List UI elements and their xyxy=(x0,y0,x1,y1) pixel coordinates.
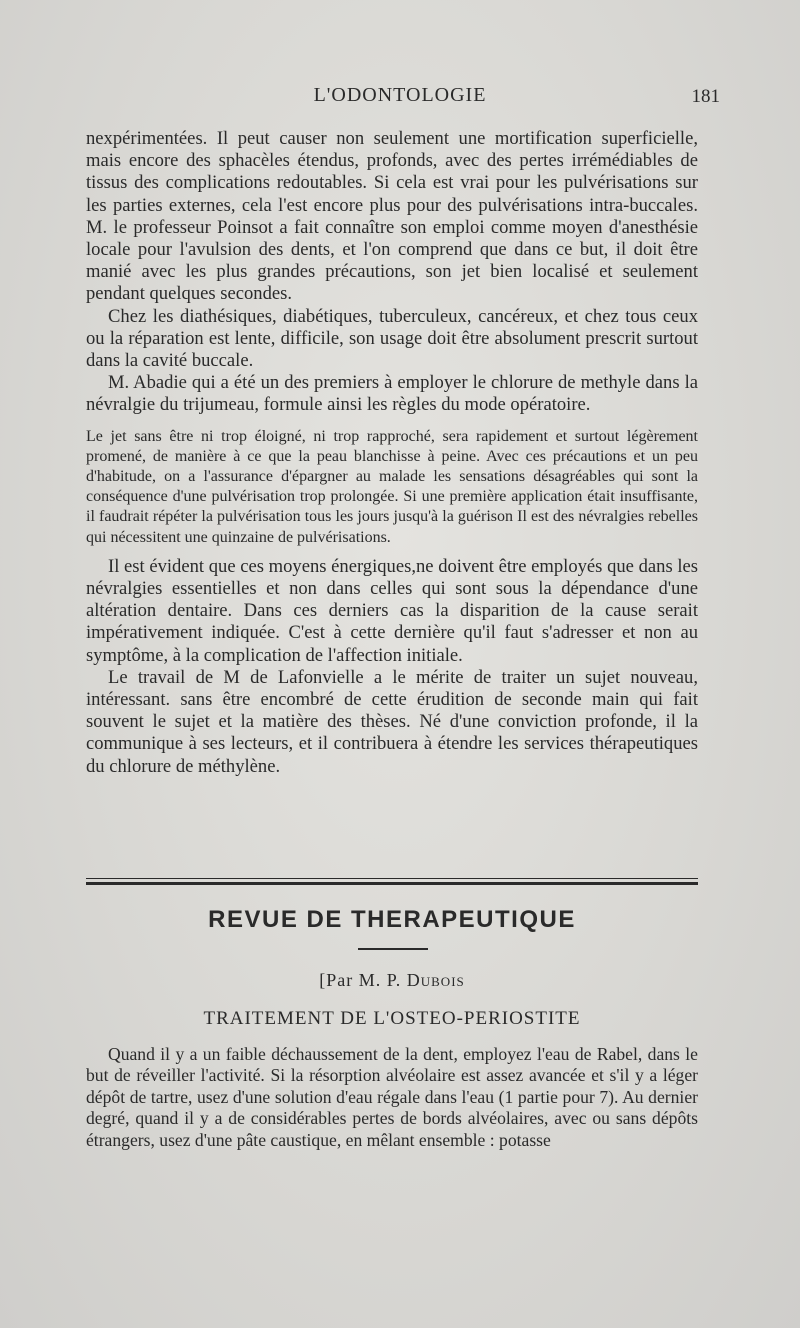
byline-author: Dubois xyxy=(406,970,465,990)
page-header xyxy=(80,84,720,114)
paragraph: Quand il y a un faible déchaussement de la dent, employez l'eau de Rabel, dans le but de réveiller l'activité. Si la résorption alvéolaire est assez avancée et s'il y a léger dépôt de tartre, usez d'une solution d'eau régale dans l'eau (1 partie pour 7). Au dernier degré, quand il y a de considérables pertes de bords alvéolaires, avec ou sans dépôts étrangers, usez d'une pâte caustique, en mêlant ensemble : potasse xyxy=(86,1044,698,1150)
divider-thin-line xyxy=(86,878,698,879)
section-title: REVUE DE THERAPEUTIQUE xyxy=(208,906,576,933)
paragraph: Le travail de M de Lafonvielle a le mérite de traiter un sujet nouveau, intéressant. sans être encombré de cette érudition de seconde main qui fait souvent le sujet et la matière des thèses. Né d'une conviction profonde, il la communique à ses lecteurs, et il contribuera à étendre les services thérapeutiques du chlorure de méthylène. xyxy=(86,666,698,777)
article-body xyxy=(86,128,698,778)
paragraph: Il est évident que ces moyens énergiques,ne doivent être employés que dans les névralgies essentielles et non dans celles qui sont sous la dépendance d'une altération dentaire. Dans ces derniers cas la disparition de la cause serait impérativement indiquée. C'est à cette dernière qu'il faut s'adresser et non au symptôme, à la complication de l'affection initiale. xyxy=(86,555,698,666)
article-subtitle: TRAITEMENT DE L'OSTEO-PERIOSTITE xyxy=(203,1008,581,1029)
paragraph: nexpérimentées. Il peut causer non seulement une mortification superficielle, mais encore des sphacèles étendus, profonds, avec des pertes irrémédiables de tissus des complications redoutables. Si cela est vrai pour les pulvérisations sur les parties externes, cela l'est encore plus pour des pulvérisations intra-buccales. M. le professeur Poinsot a fait connaître son emploi comme moyen d'anesthésie locale pour l'avulsion des dents, et l'on comprend que dans ce but, il doit être manié avec les plus grandes précautions, son jet bien localisé et seulement pendant quelques secondes. xyxy=(86,128,698,305)
section-divider xyxy=(86,878,698,885)
byline xyxy=(86,970,698,991)
page-number: 181 xyxy=(691,86,720,107)
quoted-paragraph: Le jet sans être ni trop éloigné, ni trop rapproché, sera rapidement et surtout légèrement promené, de manière à ce que la peau blanchisse à peine. Avec ces précautions et un peu d'habitude, on a l'assurance d'épargner au malade les sensations désagréables qui sont la conséquence d'une pulvérisation trop prolongée. Si une première application était insuffisante, il faudrait répéter la pulvérisation tous les jours jusqu'à la guérison Il est des névralgies rebelles qui nécessitent une quinzaine de pulvérisations. xyxy=(86,427,698,546)
title-underline xyxy=(358,948,428,950)
divider-thick-line xyxy=(86,882,698,885)
running-title: L'ODONTOLOGIE xyxy=(313,84,487,106)
paragraph: M. Abadie qui a été un des premiers à employer le chlorure de methyle dans la névralgie du trijumeau, formule ainsi les règles du mode opératoire. xyxy=(86,372,698,416)
byline-prefix: [Par M. P. xyxy=(319,970,407,990)
paragraph: Chez les diathésiques, diabétiques, tuberculeux, cancéreux, et chez tous ceux ou la réparation est lente, difficile, son usage doit être absolument prescrit surtout dans la cavité buccale. xyxy=(86,305,698,372)
section-body xyxy=(86,1044,698,1151)
